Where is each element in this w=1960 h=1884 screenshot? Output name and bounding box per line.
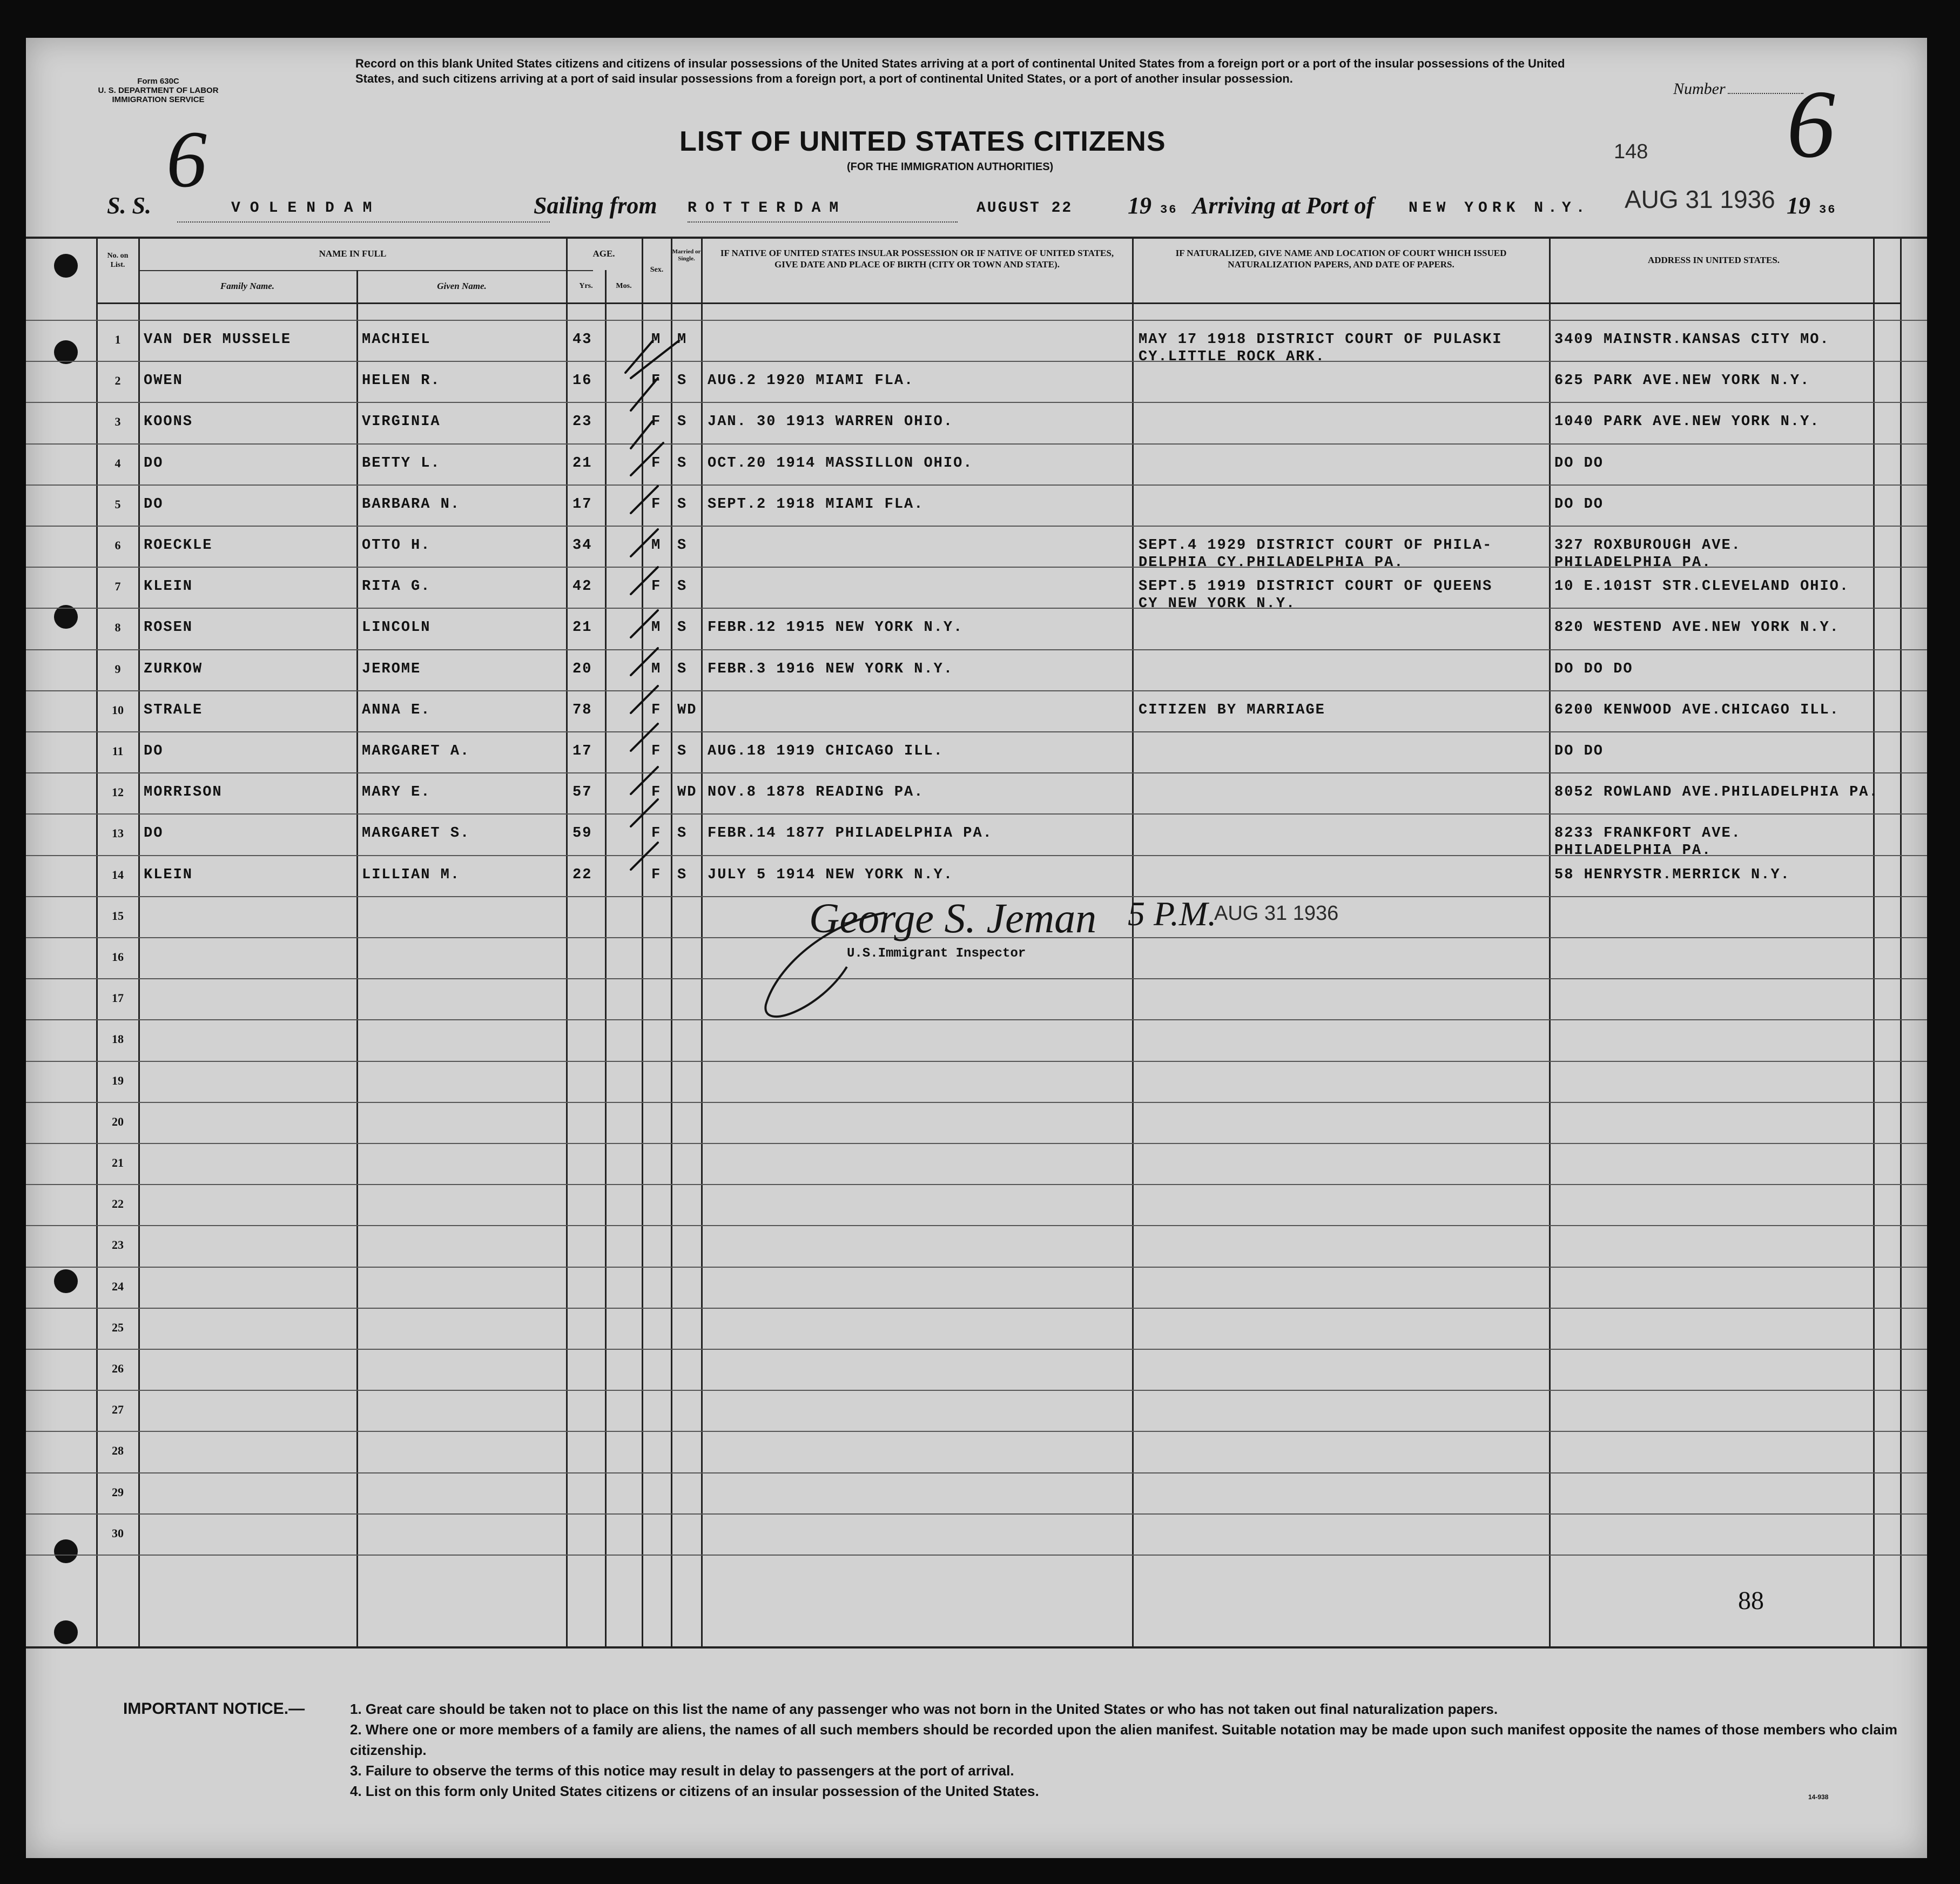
row-number: 10 <box>112 703 124 717</box>
row-rule <box>26 1390 1927 1391</box>
row-rule <box>26 443 1927 445</box>
inspector-stamp-date: AUG 31 1936 <box>1214 902 1339 925</box>
header-address: ADDRESS IN UNITED STATES. <box>1647 255 1780 265</box>
row-rule <box>26 1349 1927 1350</box>
row-number: 11 <box>112 744 124 758</box>
naturalization-cell-line2: CY.LITTLE ROCK ARK. <box>1139 349 1325 365</box>
column-divider <box>1549 237 1551 1646</box>
given-name-cell: OTTO H. <box>362 537 431 554</box>
row-rule <box>26 1061 1927 1062</box>
age-cell: 42 <box>572 578 592 595</box>
notice-item: 4. List on this form only United States citizens or citizens of an insular possession of the United States. <box>350 1783 1039 1799</box>
marital-status-cell: S <box>677 866 688 883</box>
address-cell: 3409 MAINSTR.KANSAS CITY MO. <box>1554 332 1830 348</box>
marital-status-cell: S <box>677 825 688 842</box>
row-number: 22 <box>112 1197 124 1211</box>
marital-status-cell: S <box>677 661 688 677</box>
marital-status-cell: S <box>677 620 688 636</box>
year-label: 19 <box>1128 192 1151 219</box>
marital-status-cell: M <box>677 332 688 348</box>
check-mark <box>625 340 658 373</box>
number-label: Number <box>1673 80 1726 98</box>
age-cell: 59 <box>572 825 592 842</box>
column-divider <box>605 270 607 1646</box>
row-rule <box>26 1184 1927 1185</box>
check-mark <box>631 686 658 713</box>
row-number: 24 <box>112 1279 124 1293</box>
row-rule <box>26 649 1927 650</box>
row-rule <box>26 978 1927 979</box>
row-rule <box>26 402 1927 403</box>
address-cell: 820 WESTEND AVE.NEW YORK N.Y. <box>1554 620 1840 636</box>
intro-text: Record on this blank United States citizens and citizens of insular possessions of the United States arriving at a port of continental United States from a foreign port or a port of the insular possessions of the United States, and such citizens arriving at a port of said insular possessions from a foreign port, a port of continental United States, or a port of another insular possession. <box>355 57 1565 85</box>
row-rule <box>26 1143 1927 1144</box>
given-name-cell: VIRGINIA <box>362 414 441 430</box>
row-number: 5 <box>114 497 121 511</box>
check-mark <box>631 610 658 637</box>
marital-status-cell: S <box>677 373 688 389</box>
row-number: 21 <box>112 1156 124 1169</box>
address-cell: 8233 FRANKFORT AVE. <box>1554 825 1741 842</box>
given-name-cell: MARGARET S. <box>362 825 470 842</box>
given-name-cell: MARGARET A. <box>362 743 470 759</box>
address-cell: 58 HENRYSTR.MERRICK N.Y. <box>1554 866 1790 883</box>
address-cell-line2: PHILADELPHIA PA. <box>1554 555 1712 571</box>
column-divider <box>1132 237 1134 1646</box>
family-name-cell: ROECKLE <box>144 537 213 554</box>
header-naturalized: IF NATURALIZED, GIVE NAME AND LOCATION OF COURT WHICH ISSUED NATURALIZATION PAPERS, AND DATE OF PAPERS. <box>1175 248 1507 270</box>
given-name-cell: RITA G. <box>362 578 431 595</box>
row-rule <box>26 320 1927 321</box>
given-name-cell: JEROME <box>362 661 421 677</box>
check-mark <box>631 767 658 794</box>
row-rule <box>26 608 1927 609</box>
given-name-cell: BETTY L. <box>362 455 441 472</box>
notice-item: 3. Failure to observe the terms of this notice may result in delay to passengers at the port of arrival. <box>350 1762 1014 1779</box>
header-given-name: Given Name. <box>437 281 487 291</box>
row-number: 9 <box>114 662 121 676</box>
birth-cell: OCT.20 1914 MASSILLON OHIO. <box>708 455 973 472</box>
column-divider <box>96 237 98 1646</box>
header-divider <box>139 270 593 271</box>
naturalization-cell: SEPT.4 1929 DISTRICT COURT OF PHILA- <box>1139 537 1493 554</box>
row-number: 8 <box>114 621 121 635</box>
family-name-cell: ROSEN <box>144 620 193 636</box>
handwritten-page-number: 6 <box>166 115 207 204</box>
row-rule <box>26 1472 1927 1473</box>
row-number: 27 <box>112 1403 124 1417</box>
ship-name: VOLENDAM <box>231 200 382 217</box>
row-rule <box>26 1555 1927 1556</box>
check-mark <box>631 567 658 594</box>
given-name-cell: ANNA E. <box>362 702 431 718</box>
header-yrs: Yrs. <box>579 282 593 290</box>
age-cell: 57 <box>572 784 592 801</box>
check-mark <box>631 724 658 751</box>
number-field <box>1673 80 1803 98</box>
row-rule <box>26 526 1927 527</box>
family-name-cell: KLEIN <box>144 578 193 595</box>
row-number: 13 <box>112 826 124 840</box>
ss-label: S. S. <box>107 192 151 219</box>
sex-cell: F <box>651 702 662 718</box>
age-cell: 16 <box>572 373 592 389</box>
number-value: 6 <box>1787 70 1835 178</box>
header-married: Married or Single. <box>672 248 701 262</box>
binder-hole <box>54 254 78 278</box>
row-number: 25 <box>112 1320 124 1334</box>
sex-cell: M <box>651 537 662 554</box>
address-cell: 625 PARK AVE.NEW YORK N.Y. <box>1554 373 1810 389</box>
notice-item: 2. Where one or more members of a family are aliens, the names of all such members should be recorded upon the alien manifest. Suitable notation may be made upon such manifest opposite the names of those members who claim citizenship. <box>350 1721 1898 1758</box>
arriving-label: Arriving at Port of <box>1193 192 1375 219</box>
row-rule <box>26 813 1927 815</box>
row-number: 14 <box>112 867 124 882</box>
sex-cell: F <box>651 578 662 595</box>
department-name: U. S. DEPARTMENT OF LABOR <box>98 86 219 95</box>
birth-cell: AUG.18 1919 CHICAGO ILL. <box>708 743 944 759</box>
row-rule <box>26 1513 1927 1515</box>
arrival-stamp: AUG 31 1936 <box>1625 185 1775 213</box>
marital-status-cell: S <box>677 537 688 554</box>
row-number: 2 <box>114 374 121 388</box>
row-number: 23 <box>112 1238 124 1252</box>
address-cell: 327 ROXBUROUGH AVE. <box>1554 537 1741 554</box>
family-name-cell: STRALE <box>144 702 203 718</box>
row-number: 17 <box>112 991 124 1005</box>
stamp-number: 148 <box>1614 140 1648 163</box>
naturalization-cell-line2: CY NEW YORK N.Y. <box>1139 596 1296 613</box>
check-mark <box>631 421 652 448</box>
row-number: 29 <box>112 1485 124 1499</box>
address-cell: DO DO <box>1554 496 1604 513</box>
inspector-signature: George S. Jeman <box>809 894 1097 941</box>
form-title: LIST OF UNITED STATES CITIZENS <box>679 126 1166 157</box>
age-cell: 20 <box>572 661 592 677</box>
sex-cell: F <box>651 743 662 759</box>
birth-cell: FEBR.3 1916 NEW YORK N.Y. <box>708 661 954 677</box>
marital-status-cell: S <box>677 743 688 759</box>
header-no: No. on List. <box>107 252 129 269</box>
header-birth: IF NATIVE OF UNITED STATES INSULAR POSSESSION OR IF NATIVE OF UNITED STATES, GIVE DATE AND PLACE OF BIRTH (CITY OR TOWN AND STATE). <box>720 248 1114 270</box>
form-identification <box>85 77 231 104</box>
given-name-cell: LILLIAN M. <box>362 866 461 883</box>
row-rule <box>26 1102 1927 1103</box>
address-cell: 10 E.101ST STR.CLEVELAND OHIO. <box>1554 578 1850 595</box>
given-name-cell: BARBARA N. <box>362 496 461 513</box>
age-cell: 23 <box>572 414 592 430</box>
family-name-cell: DO <box>144 496 164 513</box>
check-mark <box>631 443 663 475</box>
column-divider <box>566 237 568 1646</box>
sex-cell: F <box>651 496 662 513</box>
sex-cell: F <box>651 784 662 801</box>
check-mark <box>631 486 658 513</box>
marital-status-cell: WD <box>677 784 697 801</box>
header-sex: Sex. <box>650 266 664 274</box>
address-cell: DO DO DO <box>1554 661 1633 677</box>
family-name-cell: KLEIN <box>144 866 193 883</box>
port-from: ROTTERDAM <box>688 200 847 217</box>
family-name-cell: MORRISON <box>144 784 223 801</box>
table-top-border <box>26 237 1927 239</box>
age-cell: 21 <box>572 455 592 472</box>
header-age: AGE. <box>592 248 615 259</box>
row-rule <box>26 1267 1927 1268</box>
marital-status-cell: S <box>677 455 688 472</box>
inspector-time-note: 5 P.M. <box>1128 894 1217 933</box>
header-name-in-full: NAME IN FULL <box>319 248 387 259</box>
binder-hole <box>54 1539 78 1563</box>
address-cell: 8052 ROWLAND AVE.PHILADELPHIA PA. <box>1554 784 1879 801</box>
port-to: NEW YORK N.Y. <box>1409 200 1590 217</box>
notice-heading: IMPORTANT NOTICE.— <box>123 1700 305 1718</box>
address-cell: DO DO <box>1554 455 1604 472</box>
row-number: 1 <box>114 333 121 346</box>
given-name-cell: LINCOLN <box>362 620 431 636</box>
column-divider <box>1873 237 1875 1646</box>
row-rule <box>26 1019 1927 1020</box>
sex-cell: F <box>651 414 662 430</box>
address-cell: DO DO <box>1554 743 1604 759</box>
naturalization-cell: SEPT.5 1919 DISTRICT COURT OF QUEENS <box>1139 578 1493 595</box>
check-marks <box>615 340 723 940</box>
given-name-cell: MACHIEL <box>362 332 431 348</box>
birth-cell: FEBR.14 1877 PHILADELPHIA PA. <box>708 825 993 842</box>
check-mark <box>631 378 658 411</box>
check-mark <box>631 843 658 870</box>
sex-cell: M <box>651 332 662 348</box>
arrival-year: 36 <box>1819 203 1837 217</box>
row-number: 4 <box>114 456 121 470</box>
age-cell: 17 <box>572 743 592 759</box>
row-number: 28 <box>112 1444 124 1458</box>
row-rule <box>26 485 1927 486</box>
row-number: 6 <box>114 539 121 552</box>
row-rule <box>26 731 1927 732</box>
form-number: Form 630C <box>137 77 179 86</box>
row-number: 30 <box>112 1526 124 1540</box>
row-rule <box>26 1308 1927 1309</box>
age-cell: 17 <box>572 496 592 513</box>
row-rule <box>26 690 1927 691</box>
inspector-title: U.S.Immigrant Inspector <box>847 946 1026 961</box>
column-divider <box>1900 237 1902 1646</box>
sex-cell: F <box>651 825 662 842</box>
header-family-name: Family Name. <box>220 281 275 291</box>
sailing-date: AUGUST 22 <box>976 200 1073 217</box>
column-divider <box>138 237 140 1646</box>
given-name-cell: MARY E. <box>362 784 431 801</box>
naturalization-cell-line2: DELPHIA CY.PHILADELPHIA PA. <box>1139 555 1404 571</box>
column-divider <box>356 270 358 1646</box>
check-mark <box>631 648 658 675</box>
given-name-cell: HELEN R. <box>362 373 441 389</box>
birth-cell: FEBR.12 1915 NEW YORK N.Y. <box>708 620 964 636</box>
marital-status-cell: S <box>677 496 688 513</box>
age-cell: 22 <box>572 866 592 883</box>
table-bottom-border <box>26 1646 1927 1648</box>
family-name-cell: DO <box>144 455 164 472</box>
family-name-cell: OWEN <box>144 373 183 389</box>
header-bottom-border <box>96 302 1900 304</box>
naturalization-cell: MAY 17 1918 DISTRICT COURT OF PULASKI <box>1139 332 1503 348</box>
row-number: 20 <box>112 1114 124 1128</box>
marital-status-cell: S <box>677 578 688 595</box>
family-name-cell: ZURKOW <box>144 661 203 677</box>
sailing-year: 36 <box>1160 203 1178 217</box>
row-rule <box>26 1431 1927 1432</box>
sex-cell: M <box>651 620 662 636</box>
age-cell: 78 <box>572 702 592 718</box>
form-code: 14-938 <box>1808 1793 1829 1801</box>
check-mark <box>631 799 658 826</box>
address-cell: 1040 PARK AVE.NEW YORK N.Y. <box>1554 414 1820 430</box>
birth-cell: JAN. 30 1913 WARREN OHIO. <box>708 414 954 430</box>
family-name-cell: DO <box>144 743 164 759</box>
row-number: 19 <box>112 1073 124 1087</box>
age-cell: 34 <box>572 537 592 554</box>
signature-flourish <box>744 902 906 1042</box>
family-name-cell: DO <box>144 825 164 842</box>
row-number: 16 <box>112 950 124 964</box>
sailing-label: Sailing from <box>534 192 657 219</box>
row-rule <box>26 772 1927 773</box>
age-cell: 43 <box>572 332 592 348</box>
sex-cell: F <box>651 455 662 472</box>
address-cell-line2: PHILADELPHIA PA. <box>1554 843 1712 859</box>
row-rule <box>26 1225 1927 1226</box>
row-number: 3 <box>114 415 121 429</box>
row-number: 7 <box>114 580 121 594</box>
row-number: 12 <box>112 785 124 799</box>
row-number: 15 <box>112 909 124 923</box>
marital-status-cell: WD <box>677 702 697 718</box>
row-number: 26 <box>112 1362 124 1375</box>
service-name: IMMIGRATION SERVICE <box>112 95 205 104</box>
birth-cell: AUG.2 1920 MIAMI FLA. <box>708 373 914 389</box>
marital-status-cell: S <box>677 414 688 430</box>
sex-cell: F <box>651 866 662 883</box>
check-mark <box>631 529 658 556</box>
notice-items <box>350 1699 1905 1801</box>
naturalization-cell: CITIZEN BY MARRIAGE <box>1139 702 1325 718</box>
year2-label: 19 <box>1787 192 1810 219</box>
birth-cell: JULY 5 1914 NEW YORK N.Y. <box>708 866 954 883</box>
page-footer-number: 88 <box>1738 1586 1764 1615</box>
age-cell: 21 <box>572 620 592 636</box>
row-rule <box>26 361 1927 362</box>
sex-cell: F <box>651 373 662 389</box>
row-number: 18 <box>112 1032 124 1046</box>
sex-cell: M <box>651 661 662 677</box>
manifest-sheet <box>26 38 1927 1858</box>
binder-hole <box>54 1620 78 1644</box>
form-subtitle: (FOR THE IMMIGRATION AUTHORITIES) <box>847 161 1054 173</box>
family-name-cell: VAN DER MUSSELE <box>144 332 292 348</box>
birth-cell: SEPT.2 1918 MIAMI FLA. <box>708 496 924 513</box>
notice-item: 1. Great care should be taken not to place on this list the name of any passenger who was not born in the United States or who has not taken out final naturalization papers. <box>350 1701 1498 1717</box>
birth-cell: NOV.8 1878 READING PA. <box>708 784 924 801</box>
address-cell: 6200 KENWOOD AVE.CHICAGO ILL. <box>1554 702 1840 718</box>
binder-hole <box>54 1269 78 1293</box>
header-mos: Mos. <box>616 282 632 290</box>
family-name-cell: KOONS <box>144 414 193 430</box>
